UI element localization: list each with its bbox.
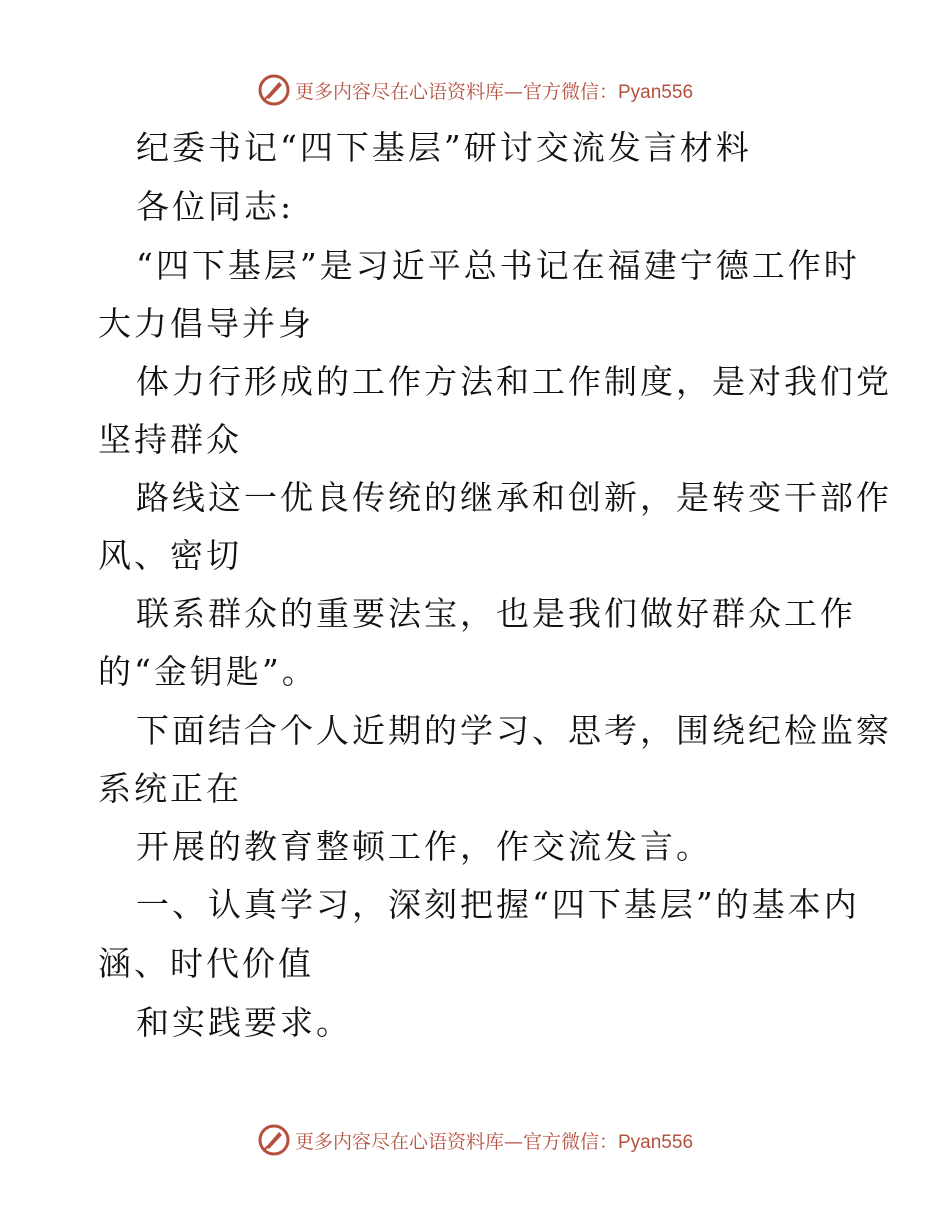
text-line: 体力行形成的工作方法和工作制度，是对我们党 (136, 362, 892, 401)
text-line: 联系群众的重要法宝，也是我们做好群众工作 (136, 594, 856, 633)
quill-logo-icon (257, 1123, 291, 1157)
quill-logo-icon (257, 73, 291, 107)
watermark-text (295, 77, 693, 104)
text-line: 开展的教育整顿工作，作交流发言。 (136, 827, 712, 866)
text-line: 路线这一优良传统的继承和创新，是转变干部作 (136, 478, 892, 517)
text-line: 风、密切 (98, 536, 242, 575)
text-line: “四下基层”是习近平总书记在福建宁德工作时 (136, 246, 860, 285)
section-heading: 一、认真学习，深刻把握“四下基层”的基本内 (136, 885, 860, 924)
text-line: 坚持群众 (98, 420, 242, 459)
watermark-contact: Pyan556 (618, 1131, 694, 1153)
text-line: 系统正在 (98, 769, 242, 808)
section-heading-continued: 涵、时代价值 (98, 944, 314, 983)
watermark-label: 更多内容尽在心语资料库—官方微信： (294, 1130, 618, 1153)
watermark-label: 更多内容尽在心语资料库—官方微信： (294, 80, 618, 103)
salutation: 各位同志: (136, 187, 295, 226)
section-heading-continued: 和实践要求。 (136, 1003, 352, 1042)
text-line: 的“金钥匙”。 (98, 652, 318, 691)
watermark-contact: Pyan556 (618, 81, 694, 103)
footer-watermark (0, 1120, 950, 1160)
text-line: 大力倡导并身 (98, 304, 314, 343)
watermark-text (295, 1127, 693, 1154)
document-title: 纪委书记“四下基层”研讨交流发言材料 (136, 128, 752, 167)
header-watermark (0, 70, 950, 110)
text-line: 下面结合个人近期的学习、思考，围绕纪检监察 (136, 711, 892, 750)
